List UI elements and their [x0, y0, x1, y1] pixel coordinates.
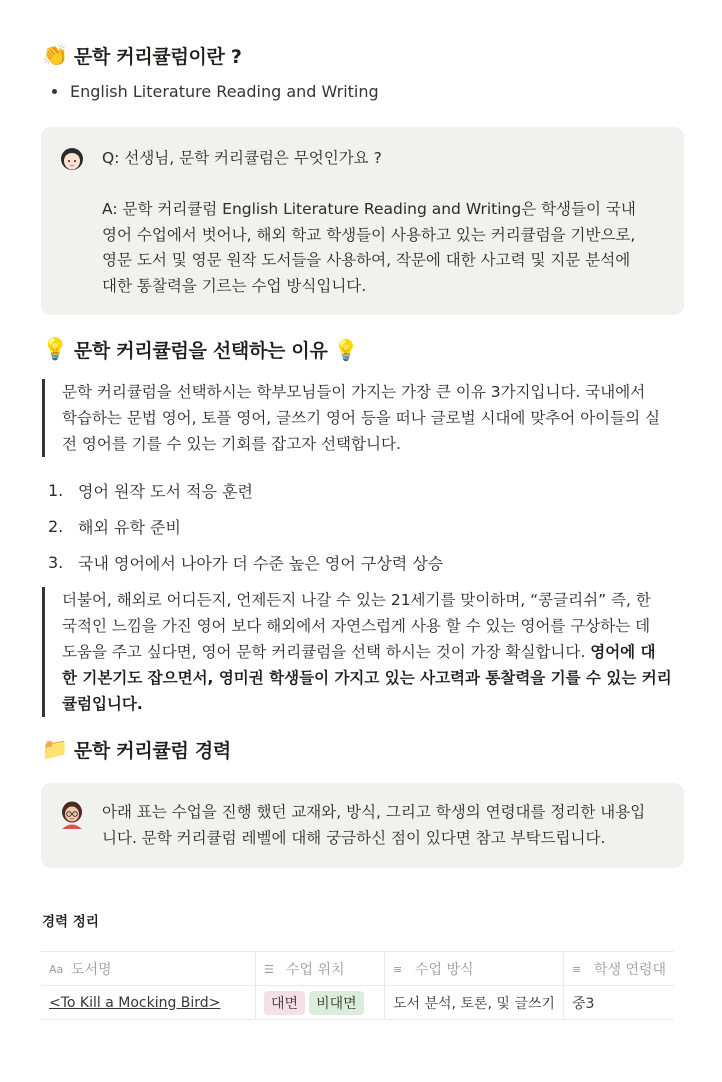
callout-answer [102, 197, 662, 299]
table-header-row [41, 952, 674, 986]
list-item [42, 82, 379, 101]
callout-qa [41, 127, 684, 315]
age-cell[interactable]: 중3 [564, 986, 675, 1020]
table-row[interactable] [41, 986, 674, 1020]
bullet-text: English Literature Reading and Writing [70, 82, 379, 101]
list-item [42, 544, 443, 580]
tag-in-person: 대면 [264, 991, 305, 1015]
callout-line: 아래 표는 수업을 진행 했던 교재와, 방식, 그리고 학생의 연령대를 정리한 내용입 [102, 803, 646, 821]
column-label: 학생 연령대 [594, 961, 667, 978]
answer-line: 대한 통찰력을 기르는 수업 방식입니다. [102, 276, 367, 295]
clapping-hands-icon: 👏 [42, 43, 68, 67]
column-header-method[interactable] [385, 952, 564, 986]
career-table [41, 951, 674, 1020]
column-label: 수업 위치 [286, 961, 345, 978]
quote-line [62, 639, 684, 665]
column-header-location[interactable] [256, 952, 385, 986]
quote-line: 국적인 느낌을 가진 영어 보다 해외에서 자연스럽게 사용 할 수 있는 영어를 구상하는 데 [62, 617, 651, 635]
text-property-icon: ≡ [393, 963, 403, 976]
callout-text [102, 800, 662, 851]
lightbulb-icon: 💡 [42, 337, 68, 361]
database-title: 경력 정리 [42, 914, 99, 930]
method-cell[interactable]: 도서 분석, 토론, 및 글쓰기 [385, 986, 564, 1020]
callout-question: Q: 선생님, 문학 커리큘럼은 무엇인가요 ? [102, 149, 382, 167]
quote-line: 전 영어를 기를 수 있는 기회를 잡고자 선택합니다. [62, 435, 401, 453]
list-item [42, 508, 443, 544]
location-cell[interactable] [256, 986, 385, 1020]
girl-avatar-icon [57, 145, 87, 175]
book-title-cell[interactable]: <To Kill a Mocking Bird> [41, 986, 256, 1020]
quote-line: 학습하는 문법 영어, 토플 영어, 글쓰기 영어 등을 떠나 글로벌 시대에 맞추어 아이들의 실 [62, 409, 660, 427]
answer-line: 영어 수업에서 벗어나, 해외 학교 학생들이 사용하고 있는 커리큘럼을 기반으로, [102, 225, 636, 244]
section-heading-reasons [42, 336, 358, 363]
list-text: 해외 유학 준비 [78, 517, 181, 537]
bullet-list [42, 82, 379, 101]
section-heading-career [42, 736, 231, 763]
section-heading-curriculum [42, 42, 242, 69]
column-header-book[interactable] [41, 952, 256, 986]
column-label: 수업 방식 [415, 961, 474, 978]
quote-bold-line: 한 기본기도 잡으면서, 영미권 학생들이 가지고 있는 사고력과 통찰력을 기를 수 있는 커리 [62, 669, 672, 687]
quote-block [42, 587, 684, 717]
list-number: 1. [48, 480, 64, 500]
tag-online: 비대면 [309, 991, 364, 1015]
answer-line: 영문 도서 및 영문 원작 도서들을 사용하여, 작문에 대한 사고력 및 지문 분석에 [102, 251, 631, 269]
list-number: 2. [48, 516, 64, 536]
list-number: 3. [48, 552, 64, 572]
reasons-list [42, 472, 443, 580]
quote-bold-text: 영어에 대 [590, 643, 656, 661]
section-title: 문학 커리큘럼 경력 [73, 740, 231, 762]
bullet-dot [52, 89, 57, 94]
text-property-icon: ≡ [572, 963, 582, 976]
callout-info [41, 783, 684, 868]
teacher-avatar-icon [57, 799, 87, 829]
list-item [42, 472, 443, 508]
callout-line: 니다. 문학 커리큘럼 레벨에 대해 궁금하신 점이 있다면 참고 부탁드립니다. [102, 828, 606, 847]
section-title: 문학 커리큘럼이란 ? [73, 46, 242, 68]
multi-select-property-icon: ☰ [264, 963, 274, 976]
lightbulb-icon: 💡 [333, 337, 359, 362]
folder-icon: 📁 [42, 737, 68, 761]
section-title: 문학 커리큘럼을 선택하는 이유 [73, 340, 328, 362]
answer-line: A: 문학 커리큘럼 English Literature Reading and Writing은 학생들이 국내 [102, 200, 636, 218]
quote-block [42, 379, 684, 457]
text-property-icon: Aa [49, 963, 64, 976]
list-text: 국내 영어에서 나아가 더 수준 높은 영어 구상력 상승 [78, 553, 444, 573]
column-label: 도서명 [71, 961, 112, 978]
list-text: 영어 원작 도서 적응 훈련 [78, 481, 253, 501]
quote-text: 도움을 주고 싶다면, 영어 문학 커리큘럼을 선택 하시는 것이 가장 확실합니다. [62, 643, 586, 661]
quote-line: 더불어, 해외로 어디든지, 언제든지 나갈 수 있는 21세기를 맞이하며, “콩글리쉬” 즉, 한 [62, 591, 651, 609]
column-header-age[interactable] [564, 952, 675, 986]
quote-line: 문학 커리큘럼을 선택하시는 학부모님들이 가지는 가장 큰 이유 3가지입니다. 국내에서 [62, 383, 646, 401]
quote-bold-line: 큘럼입니다. [62, 695, 143, 713]
